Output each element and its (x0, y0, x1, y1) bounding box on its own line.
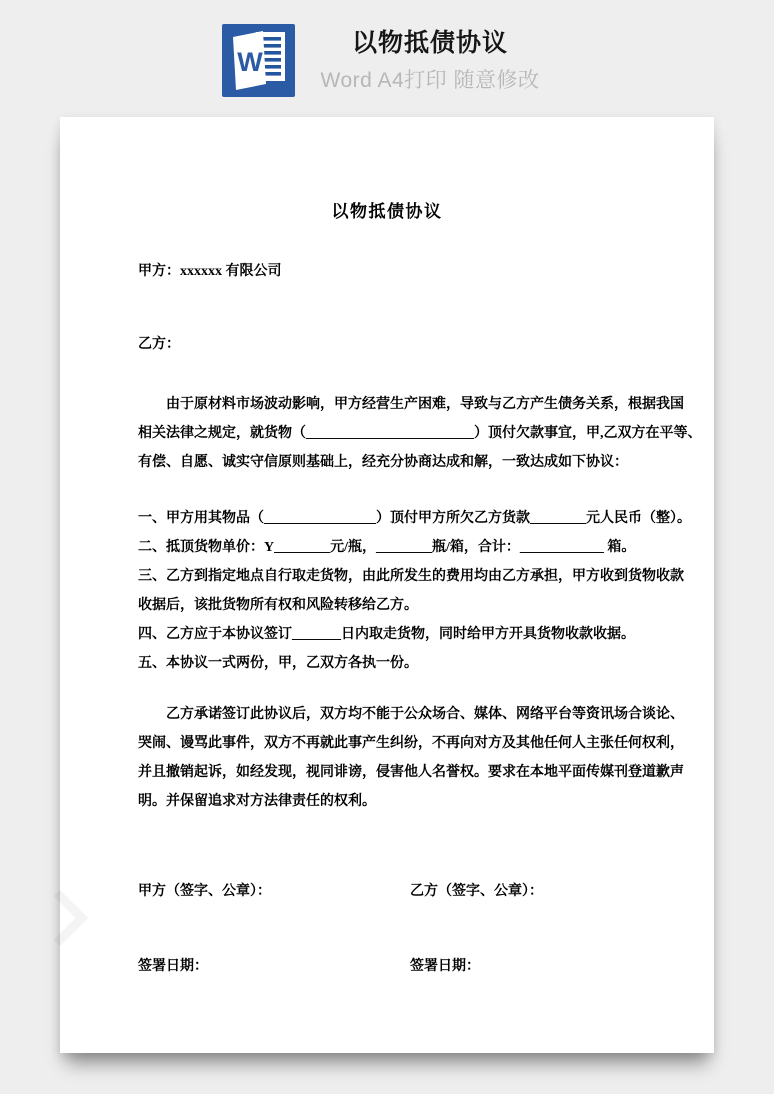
word-icon (222, 24, 295, 97)
doc-line: 并且撤销起诉，如经发现，视同诽谤，侵害他人名誉权。要求在本地平面传媒刊登道歉声 (138, 765, 684, 780)
doc-line: 哭闹、谩骂此事件，双方不再就此事产生纠纷，不再向对方及其他任何人主张任何权利， (138, 736, 684, 751)
doc-line: 二、抵顶货物单价：Y________元/瓶，________瓶/箱，合计：____________ 箱。 (138, 540, 636, 555)
party-b-signature-label: 乙方（签字、公章）： (410, 884, 543, 899)
party-b-date-label: 签署日期： (410, 959, 480, 974)
party-b-line: 乙方： (138, 337, 180, 352)
header-text (300, 26, 560, 94)
doc-line: 五、本协议一式两份，甲，乙双方各执一份。 (138, 656, 418, 671)
clauses-paragraph (138, 504, 691, 678)
doc-line: 相关法律之规定，就货物（________________________）顶付欠款事宜，甲,乙双方在平等、 (138, 426, 702, 441)
party-a-line: 甲方：xxxxxx 有限公司 (138, 264, 282, 279)
party-a-date-label: 签署日期： (138, 959, 208, 974)
doc-line: 乙方承诺签订此协议后，双方均不能于公众场合、媒体、网络平台等资讯场合谈论、 (138, 707, 684, 722)
doc-line: 由于原材料市场波动影响，甲方经营生产困难，导致与乙方产生债务关系，根据我国 (138, 397, 684, 412)
intro-paragraph (138, 390, 702, 477)
doc-line: 三、乙方到指定地点自行取走货物，由此所发生的费用均由乙方承担，甲方收到货物收款 (138, 569, 684, 584)
listing-title: 以物抵债协议 (351, 29, 508, 57)
doc-line: 有偿、自愿、诚实守信原则基础上，经充分协商达成和解，一致达成如下协议： (138, 455, 628, 470)
svg-text:W: W (237, 47, 263, 77)
doc-line: 一、甲方用其物品（________________）顶付甲方所欠乙方货款________元人民币（整）。 (138, 511, 691, 526)
document-page (60, 117, 714, 1053)
document-title: 以物抵债协议 (331, 202, 443, 221)
doc-line: 收据后，该批货物所有权和风险转移给乙方。 (138, 598, 418, 613)
party-a-signature-label: 甲方（签字、公章）： (138, 884, 271, 899)
doc-line: 明。并保留追求对方法律责任的权利。 (138, 794, 376, 809)
word-icon-graphic (222, 24, 295, 97)
listing-header (0, 0, 774, 117)
promise-paragraph (138, 700, 684, 816)
doc-line: 四、乙方应于本协议签订_______日内取走货物，同时给甲方开具货物收款收据。 (138, 627, 635, 642)
listing-subtitle: Word A4打印 随意修改 (320, 69, 540, 92)
